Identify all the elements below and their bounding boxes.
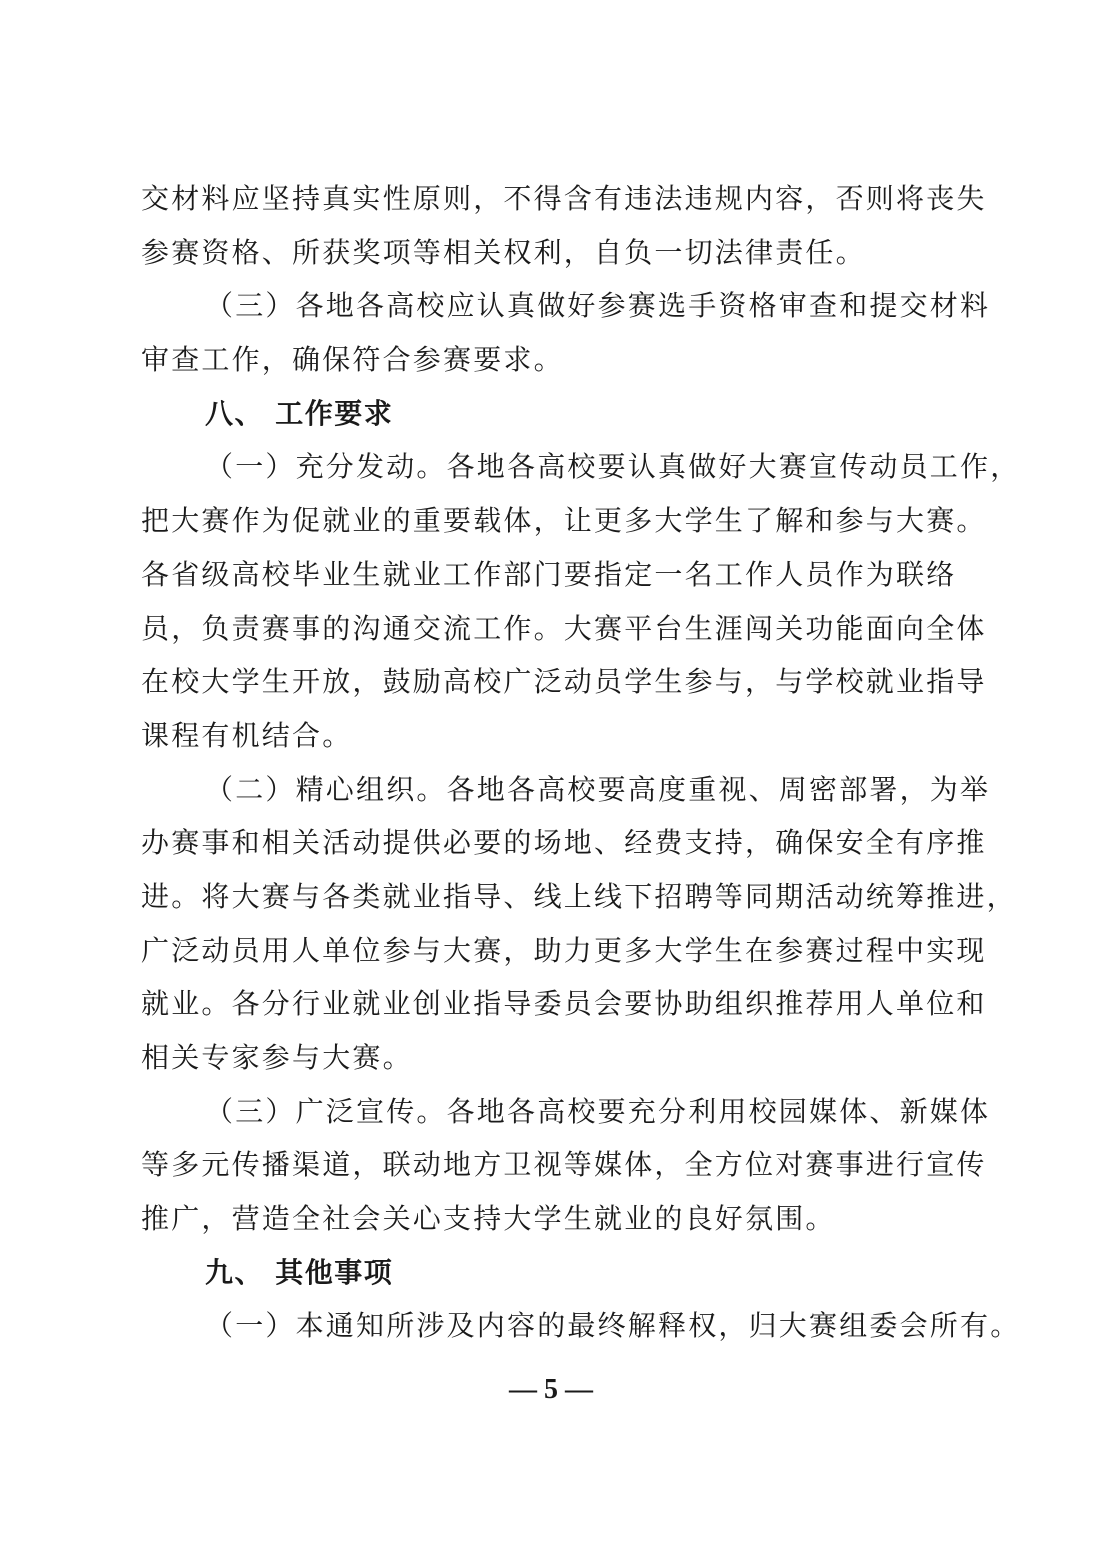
text-line: （二）精心组织。各地各高校要高度重视、周密部署，为举 [205,772,991,806]
section-heading: 九、 其他事项 [205,1255,394,1289]
text-line: 各省级高校毕业生就业工作部门要指定一名工作人员作为联络 [141,557,957,591]
text-line: 相关专家参与大赛。 [141,1041,413,1074]
page-number: — 5 — [509,1374,593,1405]
text-line: 等多元传播渠道，联动地方卫视等媒体，全方位对赛事进行宣传 [141,1148,987,1182]
text-line: 推广，营造全社会关心支持大学生就业的良好氛围。 [141,1202,836,1236]
section-heading: 八、 工作要求 [205,396,394,430]
text-line: （三）各地各高校应认真做好参赛选手资格审查和提交材料 [205,289,991,323]
text-line: （三）广泛宣传。各地各高校要充分利用校园媒体、新媒体 [205,1094,991,1128]
document-body [141,172,1021,1353]
text-line: 办赛事和相关活动提供必要的场地、经费支持，确保安全有序推 [141,826,987,860]
text-line: 审查工作，确保符合参赛要求。 [141,343,564,377]
text-line: 在校大学生开放，鼓励高校广泛动员学生参与，与学校就业指导 [141,665,987,699]
text-line: （一）充分发动。各地各高校要认真做好大赛宣传动员工作， [205,450,1021,484]
text-line: 员，负责赛事的沟通交流工作。大赛平台生涯闯关功能面向全体 [141,611,987,645]
text-line: （一）本通知所涉及内容的最终解释权，归大赛组委会所有。 [205,1309,1021,1343]
text-line: 就业。各分行业就业创业指导委员会要协助组织推荐用人单位和 [141,987,987,1021]
text-line: 把大赛作为促就业的重要载体，让更多大学生了解和参与大赛。 [141,504,987,538]
text-line: 参赛资格、所获奖项等相关权利，自负一切法律责任。 [141,235,866,269]
text-line: 广泛动员用人单位参与大赛，助力更多大学生在参赛过程中实现 [141,933,987,967]
text-line: 进。将大赛与各类就业指导、线上线下招聘等同期活动统筹推进， [141,879,1017,913]
text-line: 交材料应坚持真实性原则，不得含有违法违规内容，否则将丧失 [141,182,987,215]
text-line: 课程有机结合。 [141,718,353,752]
